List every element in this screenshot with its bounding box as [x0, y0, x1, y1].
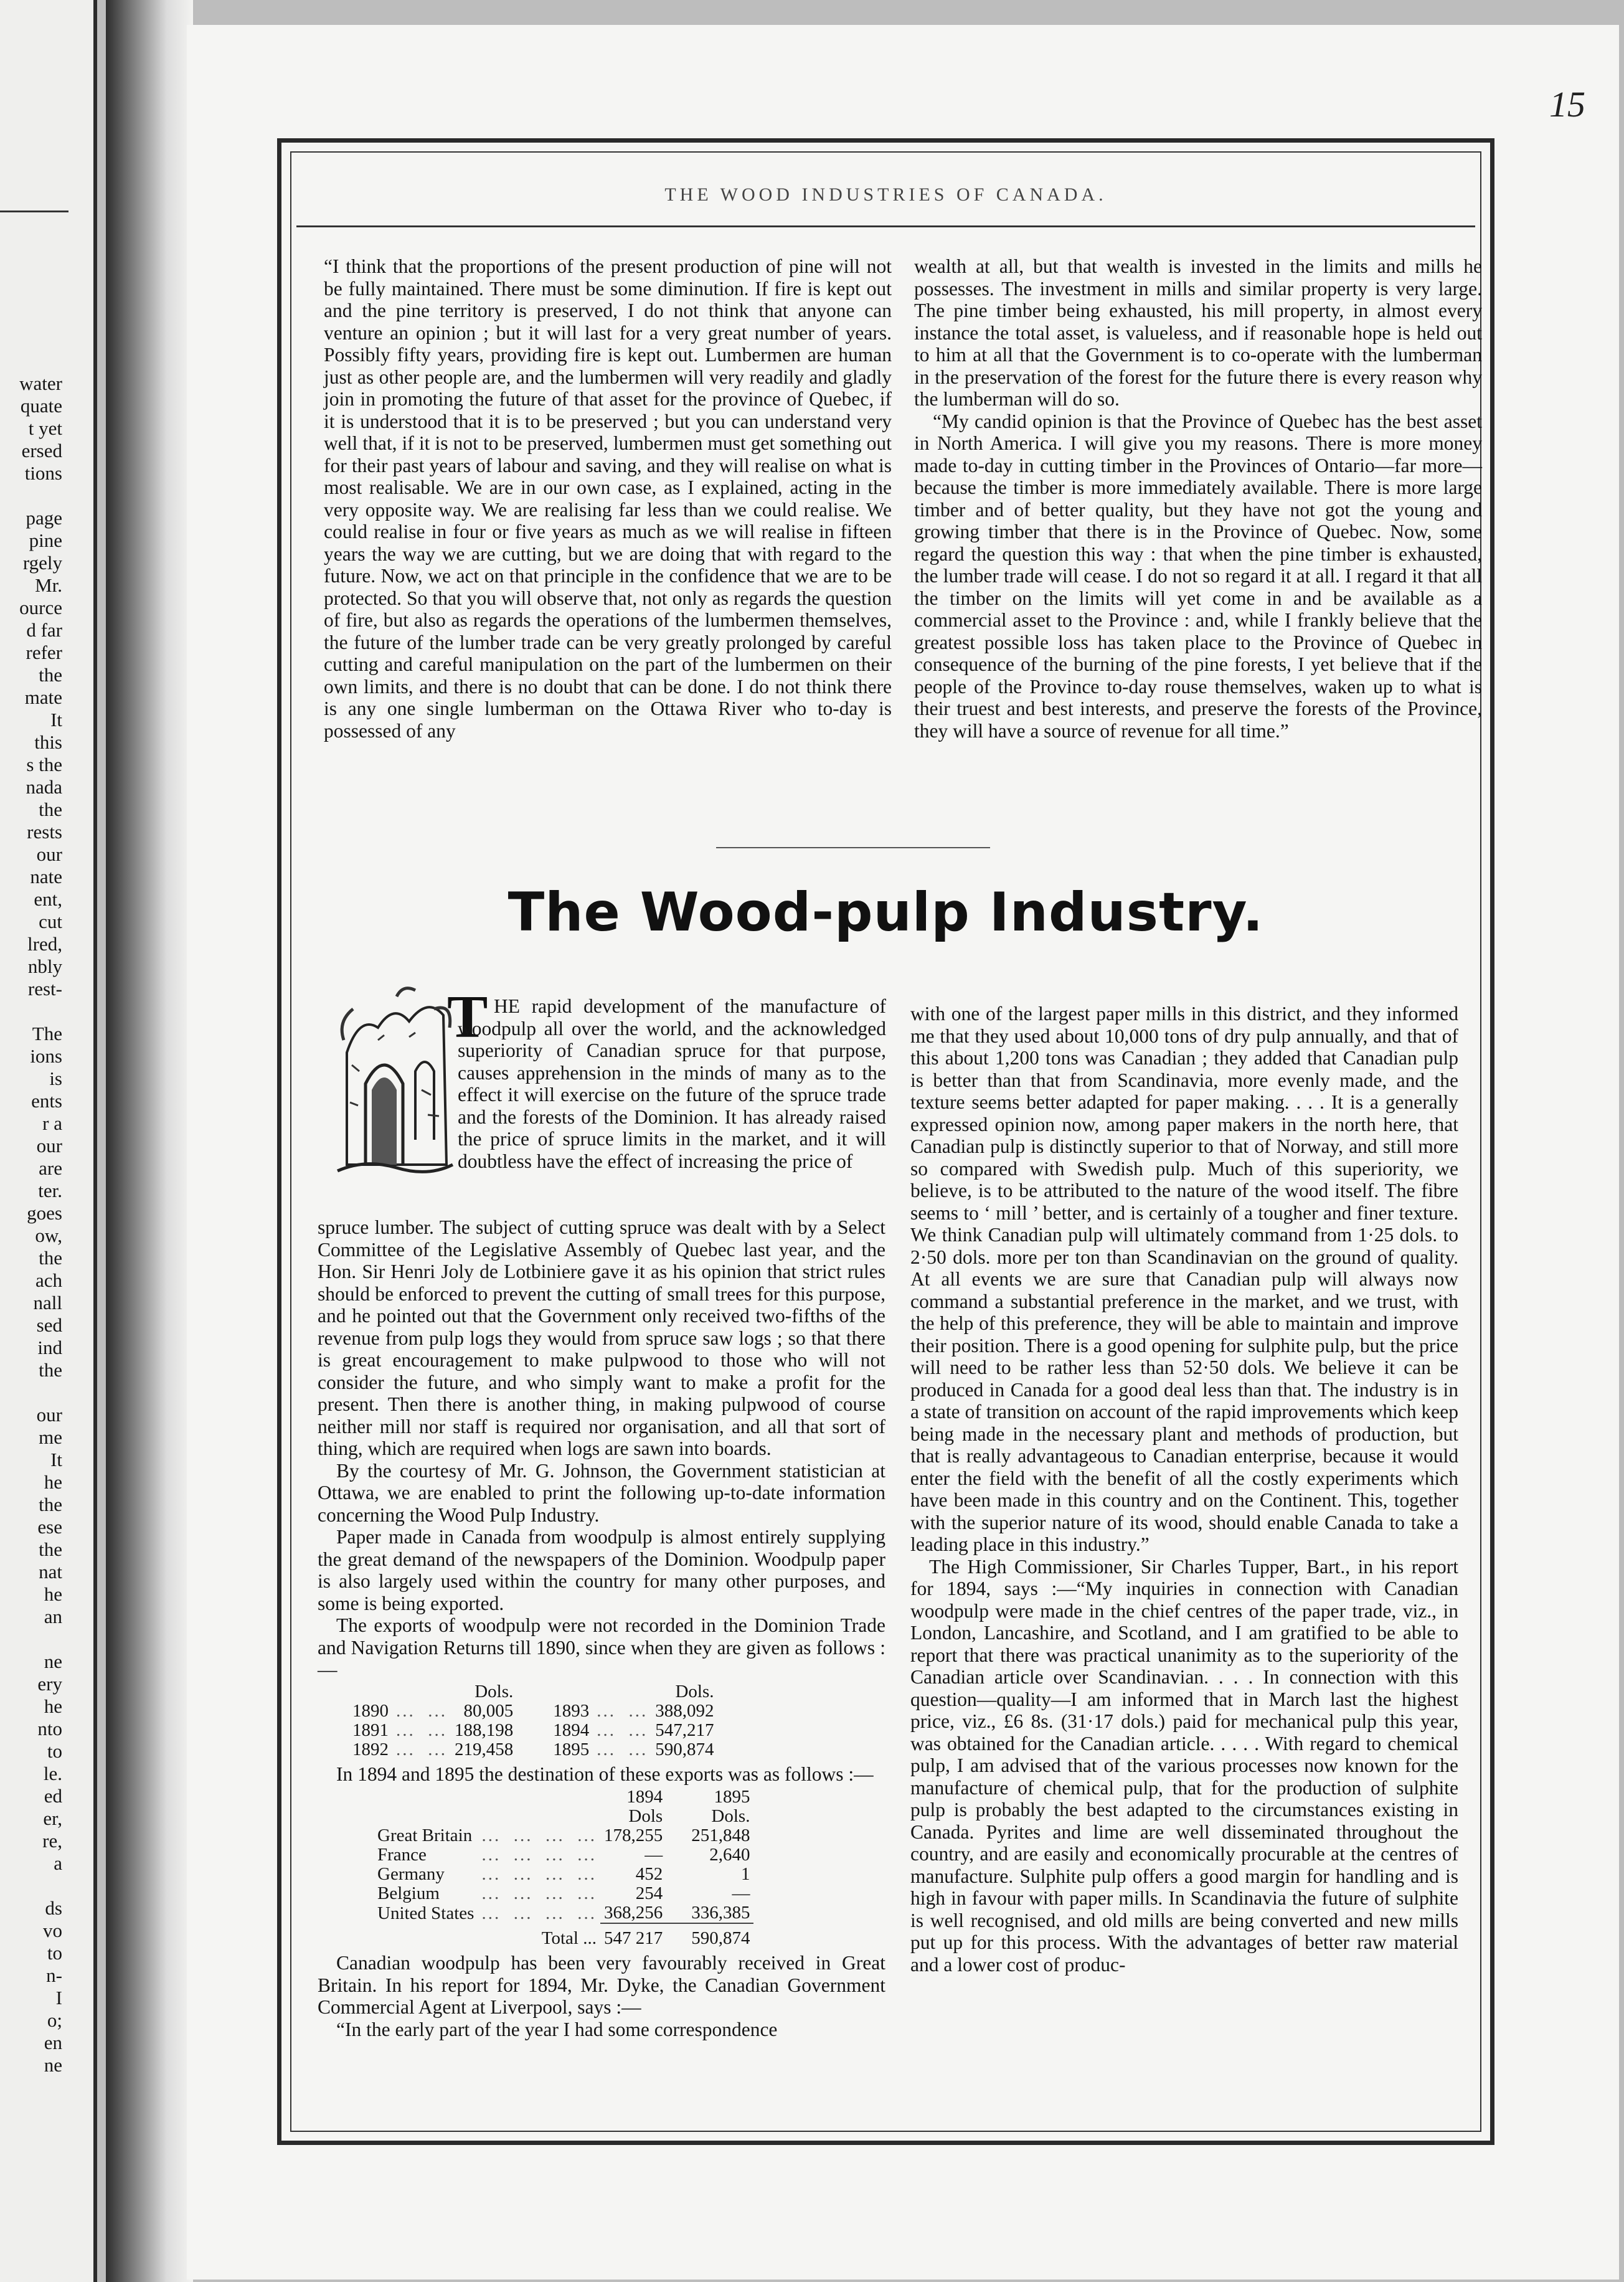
table-row: Belgium ... ... ... ... 254 —: [374, 1884, 753, 1903]
left-page-line: nate: [30, 866, 62, 888]
table-cell: Germany: [377, 1864, 445, 1884]
left-page-line: ersed: [21, 440, 62, 462]
table-cell: 2,640: [709, 1845, 750, 1865]
left-page-line: re,: [42, 1830, 62, 1852]
left-page-line: page: [26, 507, 62, 529]
table-total-label: Total ...: [541, 1928, 597, 1948]
table-cell: 336,385: [666, 1903, 753, 1923]
table-row: 1890 ... ... 80,005 1893 ... ... 388,092: [349, 1702, 718, 1721]
left-page-line: the: [39, 1538, 62, 1560]
left-page-line: our: [36, 843, 62, 865]
lower-left-intro: [458, 995, 886, 1172]
left-page-fragment: [0, 0, 97, 2282]
ornamental-ruin-illustration: [334, 978, 455, 1178]
left-page-line: nat: [39, 1561, 62, 1583]
left-page-line: quate: [20, 395, 62, 417]
table-cell: Great Britain: [377, 1825, 473, 1845]
destination-table: [374, 1787, 753, 1948]
left-page-rule: [0, 211, 68, 212]
top-right-paragraph-2: “My candid opinion is that the Province of Quebec has the best asset in North America. I will give you my reasons. There is more money made to-day in cutting timber in the Provinces of Ontario—far more—because the timber is more immediately available. There is more large timber and of better quality, but they have not got the young and growing timber that there is in the Province of Quebec. Now, some regard the question this way : that when the pine timber is exhausted, the lumber trade will cease. I do not so regard it at all. I regard it that all the timber on the limits will yet come in and be available as a commercial asset to the Province : and, while I frankly believe that the greatest possible loss has taken place to the Province of Quebec in consequence of the burning of the pine forests, I yet believe that if the people of the Province to-day rouse themselves, waken up to what is their truest and best interests, and preserve the forests of the Province, they will have a source of revenue for all time.”: [914, 410, 1482, 742]
left-page-line: ent,: [34, 888, 62, 910]
folio-number: 15: [1549, 84, 1585, 125]
left-page-line: ne: [44, 2054, 62, 2076]
lower-left-paragraph-2: By the courtesy of Mr. G. Johnson, the Government statistician at Ottawa, we are enabled to print the following up-to-date information concerning the Wood Pulp Industry.: [318, 1459, 885, 1526]
table-cell: 80,005: [463, 1700, 514, 1721]
table-cell: 547,217: [655, 1720, 714, 1740]
table-cell: 452: [635, 1864, 663, 1884]
left-page-line: rest-: [27, 978, 62, 1000]
left-page-line: our: [36, 1135, 62, 1157]
lower-left-closing-2: “In the early part of the year I had some correspondence: [336, 2018, 778, 2040]
table-cell: 219,458: [455, 1739, 514, 1759]
left-page-line: to: [47, 1942, 62, 1964]
left-page-line: er,: [43, 1807, 62, 1829]
table-cell: 1: [740, 1864, 750, 1884]
left-page-line: ne: [44, 1650, 62, 1672]
left-page-line: en: [44, 2032, 62, 2053]
lower-left-paragraph-4: The exports of woodpulp were not recorded in the Dominion Trade and Navigation Returns till 1890, since when they are given as follows :—: [318, 1614, 885, 1680]
left-page-line: he: [44, 1471, 62, 1493]
left-page-line: he: [44, 1695, 62, 1717]
left-page-line: tions: [24, 462, 62, 484]
table-cell: —: [732, 1883, 750, 1903]
table-total-1895: 590,874: [691, 1928, 750, 1948]
table-cell: United States: [377, 1903, 474, 1923]
left-page-line: o;: [47, 2009, 62, 2031]
left-page-line: the: [39, 1494, 62, 1515]
left-page-line: ed: [44, 1785, 62, 1807]
left-page-line: ions: [30, 1045, 62, 1067]
left-page-line: It: [50, 709, 62, 731]
left-page-line: ds: [45, 1897, 62, 1919]
table-cell: 590,874: [655, 1739, 714, 1759]
table-cell: Belgium: [377, 1883, 440, 1903]
left-page-line: mate: [24, 686, 62, 708]
table-total-row: [374, 1923, 753, 1948]
lower-left-closing-1: Canadian woodpulp has been very favourably received in Great Britain. In his report for 1894, Mr. Dyke, the Canadian Government Commercial Agent at Liverpool, says :—: [318, 1952, 885, 2018]
left-page-line: ese: [37, 1516, 62, 1538]
left-page-line: I: [55, 1987, 62, 2009]
table-cell: —: [644, 1845, 663, 1865]
exports-header-1: Dols.: [474, 1681, 514, 1702]
top-left-paragraph: “I think that the proportions of the present production of pine will not be fully maintained. There must be some diminution. If fire is kept out and the pine territory is preserved, I do not think that anyone can venture an opinion ; but it will last for a very great number of years. Possibly fifty years, providing fire is kept out. Lumbermen are human just as other people are, and the lumbermen will very readily and gladly join in promoting the future of that asset for the province of Quebec, if it is understood that it is to be preserved ; but you can understand very well that, if it is not to be preserved, lumbermen must get something out for their past years of labour and saving, and they will realise on what is most realisable. We are in our own case, as I explained, acting in the very opposite way. We are realising far less than we could realise. We could realise in four or five years as much as we will realise in fifteen years the way we are cutting, but we are doing that with regard to the future. Now, we act on that principle in the confidence that we are to be protected. So that you will observe that, not only as regards the question of fire, but also as regards the operations of the lumbermen themselves, the future of the lumber trade can be very greatly prolonged by careful cutting and careful manipulation on the part of the lumbermen on their own limits, and there is no doubt that can be done. I do not think there is any one single lumberman on the Ottawa River who to-day is possessed of any: [324, 255, 892, 742]
lower-left-paragraph-3: Paper made in Canada from woodpulp is almost entirely supplying the great demand of the newspapers of the Dominion. Woodpulp paper is also largely used within the country for many other purposes, and some is being exported.: [318, 1526, 885, 1614]
left-page-line: Mr.: [35, 574, 62, 596]
left-page-line: ter.: [38, 1180, 62, 1201]
left-page-line: nada: [26, 776, 62, 798]
table-row: Great Britain ... ... ... ... 178,255 251,848: [374, 1826, 753, 1845]
left-page-line: nall: [33, 1292, 62, 1314]
table-row: France ... ... ... ... — 2,640: [374, 1845, 753, 1865]
left-page-line: are: [39, 1157, 62, 1179]
left-page-line: d far: [26, 619, 62, 641]
table-cell: 368,256: [600, 1903, 666, 1923]
lower-left-column: [318, 1216, 885, 2040]
left-page-line: the: [39, 798, 62, 820]
intro-paragraph: HE rapid development of the manufacture of woodpulp all over the world, and the acknowledged superiority of Canadian spruce for that purpose, causes apprehension in the minds of many as to the effect it will exercise on the future of the spruce trade and the forests of the Dominion. It has already raised the price of spruce limits in the market, and it will doubtless have the effect of increasing the price of: [458, 995, 886, 1172]
left-page-line: It: [50, 1449, 62, 1470]
book-gutter: [106, 0, 193, 2282]
left-page-line: the: [39, 664, 62, 686]
left-page-line: ind: [37, 1337, 62, 1358]
left-page-line: this: [34, 731, 62, 753]
lower-right-paragraph-2: The High Commissioner, Sir Charles Tupper, Bart., in his report for 1894, says :—“My inquiries in connection with Canadian woodpulp were made in the chief centres of the paper trade, viz., in London, Lancashire, and Scotland, and I am gratified to be able to report that there was practical unanimity as to the superiority of the Canadian article over Scandinavian. . . . In connection with this question—quality—I am informed that in March last the highest price, viz., £6 8s. (31·17 dols.) paid for mechanical pulp this year, was obtained for the Canadian article. . . . . With regard to chemical pulp, I am advised that of the various processes now known for the manufacture of chemical pulp, that for the production of sulphite pulp is probably the best adapted to the circumstances existing in Canada. Pyrites and lime are well disseminated throughout the country, and are easily and economically procurable at the centres of manufacture. Sulphite pulp offers a good margin for handling and is high in favour with paper mills. In Scandinavia the future of sulphite is well recognised, and old mills are being converted and new mills put up for this process. With the advantages of better raw material and a lower cost of produc-: [910, 1555, 1458, 1976]
left-page-line: vo: [43, 1920, 62, 1941]
section-divider: [716, 847, 990, 848]
left-page-line: ach: [35, 1269, 62, 1291]
running-head: THE WOOD INDUSTRIES OF CANADA.: [664, 184, 1107, 205]
table-row: United States ... ... ... ... 368,256 336,385: [374, 1903, 753, 1923]
running-head-rule: [296, 225, 1475, 227]
table-row: 1892 ... ... 219,458 1895 ... ... 590,874: [349, 1740, 718, 1759]
left-page-line: rgely: [22, 552, 62, 574]
table-cell: 1893: [553, 1700, 590, 1721]
drop-cap: T: [447, 983, 488, 1051]
table-row: Germany ... ... ... ... 452 1: [374, 1865, 753, 1884]
left-page-line: the: [39, 1359, 62, 1381]
left-page-line: is: [49, 1068, 62, 1089]
left-page-line: a: [54, 1852, 62, 1874]
left-page-line: nbly: [27, 955, 62, 977]
left-page-line: rests: [27, 821, 62, 843]
lower-left-paragraph-1: spruce lumber. The subject of cutting spruce was dealt with by a Select Committee of the Legislative Assembly of Quebec last year, and the Hon. Sir Henri Joly de Lotbiniere gave it as his opinion that strict rules should be enforced to prevent the cutting of small trees for this purpose, and he pointed out that the Government only received two-fifths of the revenue from pulp logs they would from spruce saw logs ; so that there is great encouragement to make pulpwood to those who will not consider the future, and who simply want to make a profit for the present. Then there is another thing, in making pulpwood of course neither mill nor staff is required nor organisation, and all that sort of thing, which are required when logs are sawn into boards.: [318, 1216, 885, 1459]
left-page-line: me: [39, 1426, 62, 1448]
left-page-line: r a: [42, 1112, 62, 1134]
exports-table: [349, 1682, 718, 1759]
left-page-line: water: [19, 372, 62, 394]
left-page-line: t yet: [28, 417, 62, 439]
left-page-line: to: [47, 1740, 62, 1762]
table-cell: 388,092: [655, 1700, 714, 1721]
top-right-column: [914, 255, 1482, 742]
dest-unit-1895: Dols.: [711, 1806, 750, 1826]
table-cell: 1890: [352, 1700, 389, 1721]
table-cell: 1891: [352, 1720, 389, 1740]
left-page-line: ource: [19, 597, 62, 618]
lower-right-column: [910, 1003, 1458, 1976]
table-cell: 188,198: [455, 1720, 514, 1740]
left-page-line: goes: [27, 1202, 62, 1224]
left-page-line: n-: [46, 1964, 62, 1986]
left-page-line: ow,: [35, 1224, 62, 1246]
table-cell: 251,848: [691, 1825, 750, 1845]
left-page-line: an: [44, 1606, 62, 1627]
dest-year-1895: 1895: [714, 1787, 750, 1807]
table-cell: 178,255: [603, 1825, 663, 1845]
destination-intro: In 1894 and 1895 the destination of these exports was as follows :—: [336, 1763, 874, 1785]
left-page-line: pine: [29, 529, 62, 551]
left-page-line: le.: [43, 1763, 62, 1784]
exports-header-2: Dols.: [675, 1681, 714, 1702]
dest-unit-1894: Dols: [628, 1806, 663, 1826]
lower-right-paragraph-1: with one of the largest paper mills in this district, and they informed me that they used about 10,000 tons of dry pulp annually, and that of this about 1,200 tons was Canadian ; they added that Canadian pulp is better than that from Scandinavia, more evenly made, and the texture seems better adapted for paper making. . . . It is a generally expressed opinion now, among paper makers in the north here, that Canadian pulp is distinctly superior to that of Norway, and still more so compared with Swedish pulp. Much of this superiority, we believe, is to be attributed to the nature of the wood itself. The fibre seems to ‘ mill ’ better, and is certainly of a tougher and finer texture. We think Canadian pulp will ultimately command from 1·25 dols. to 2·50 dols. more per ton than Scandinavian on the ground of quality. At all events we are sure that Canadian pulp will always now command a substantial preference in the market, and we trust, with the help of this preference, they will be able to maintain and improve their position. There is a good opening for sulphite pulp, but the price will need to be rather less than 52·50 dols. We believe it can be produced in Canada for a good deal less than that. The industry is in a state of transition on account of the rapid improvements which keep being made in the necessary plant and methods of production, but that is really advantageous to Canadian enterprise, because it would enter the field with the benefit of all the costly experiments which have been made in this country and on the Continent. This, together with the superior nature of its wood, should enable Canada to take a leading place in this industry.”: [910, 1003, 1458, 1555]
table-cell: France: [377, 1845, 427, 1865]
left-page-line: nto: [37, 1718, 62, 1740]
article-title: The Wood-pulp Industry.: [507, 881, 1264, 944]
left-page-line: ents: [31, 1090, 62, 1112]
table-cell: 254: [635, 1883, 663, 1903]
left-page-line: our: [36, 1404, 62, 1426]
top-left-column: [324, 255, 892, 742]
left-page-line: s the: [26, 754, 62, 775]
left-page-line: cut: [39, 911, 62, 932]
left-page-line: lred,: [27, 933, 62, 955]
table-cell: 1895: [553, 1739, 590, 1759]
left-page-line: ery: [37, 1673, 62, 1695]
top-right-paragraph-1: wealth at all, but that wealth is invested in the limits and mills he possesses. The investment in mills and similar property is very large. The pine timber being exhausted, his mill property, in almost every instance the total asset, is valueless, and if reasonable hope is held out to him at all that the Government is to co-operate with the lumberman in the preservation of the forest for the future there is every reason why the lumberman will do so.: [914, 255, 1482, 410]
table-row: 1891 ... ... 188,198 1894 ... ... 547,217: [349, 1721, 718, 1740]
left-page-line: the: [39, 1247, 62, 1269]
table-cell: 1894: [553, 1720, 590, 1740]
left-page-line: The: [32, 1023, 62, 1044]
left-page-line: refer: [26, 642, 62, 663]
table-total-1894: 547 217: [603, 1928, 663, 1948]
left-page-line: sed: [36, 1314, 62, 1336]
left-page-line: he: [44, 1583, 62, 1605]
dest-year-1894: 1894: [626, 1787, 663, 1807]
table-cell: 1892: [352, 1739, 389, 1759]
